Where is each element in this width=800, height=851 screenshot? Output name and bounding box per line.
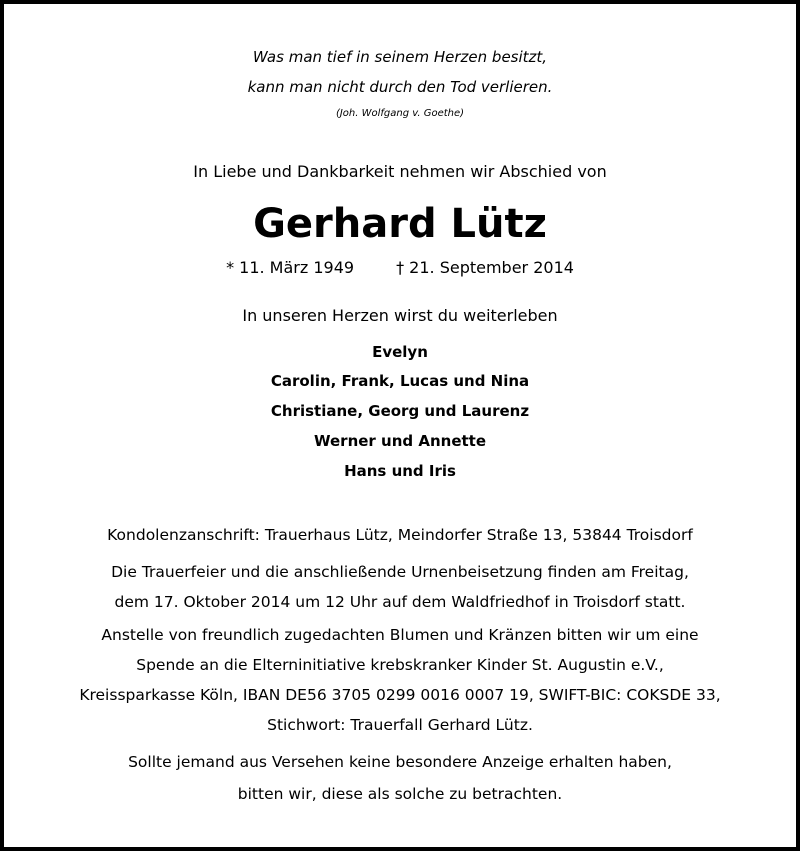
deceased-name: Gerhard Lütz (253, 201, 547, 247)
closing-note-line-1: Sollte jemand aus Versehen keine besondere Anzeige erhalten haben, (128, 753, 672, 771)
mourner-line: Christiane, Georg und Laurenz (270, 402, 530, 420)
quote-attribution: (Joh. Wolfgang v. Goethe) (335, 108, 465, 119)
death-date: † 21. September 2014 (396, 258, 574, 277)
mourner-line: Hans und Iris (344, 462, 456, 480)
closing-note-line-2: bitten wir, diese als solche zu betrachten. (237, 785, 563, 803)
donation-request-line-2: Spende an die Elterninitiative krebskranker Kinder St. Augustin e.V., (136, 656, 664, 674)
condolence-address: Kondolenzanschrift: Trauerhaus Lütz, Meindorfer Straße 13, 53844 Troisdorf (107, 526, 693, 544)
birth-date: * 11. März 1949 (226, 258, 355, 277)
quote-line-2: kann man nicht durch den Tod verlieren. (247, 78, 553, 96)
funeral-notice-line-1: Die Trauerfeier und die anschließende Urnenbeisetzung finden am Freitag, (111, 563, 689, 581)
quote-line-1: Was man tief in seinem Herzen besitzt, (252, 48, 548, 66)
farewell-intro: In Liebe und Dankbarkeit nehmen wir Abschied von (193, 162, 607, 181)
mourner-line: Werner und Annette (313, 432, 487, 450)
mourner-line: Carolin, Frank, Lucas und Nina (270, 372, 530, 390)
life-dates (0, 258, 800, 277)
donation-bank-details: Kreissparkasse Köln, IBAN DE56 3705 0299 0016 0007 19, SWIFT-BIC: COKSDE 33, (79, 686, 721, 704)
donation-reference: Stichwort: Trauerfall Gerhard Lütz. (267, 716, 533, 734)
mourner-line: Evelyn (372, 343, 428, 361)
funeral-notice-line-2: dem 17. Oktober 2014 um 12 Uhr auf dem Waldfriedhof in Troisdorf statt. (114, 593, 686, 611)
donation-request-line-1: Anstelle von freundlich zugedachten Blumen und Kränzen bitten wir um eine (101, 626, 699, 644)
family-intro: In unseren Herzen wirst du weiterleben (242, 306, 558, 325)
